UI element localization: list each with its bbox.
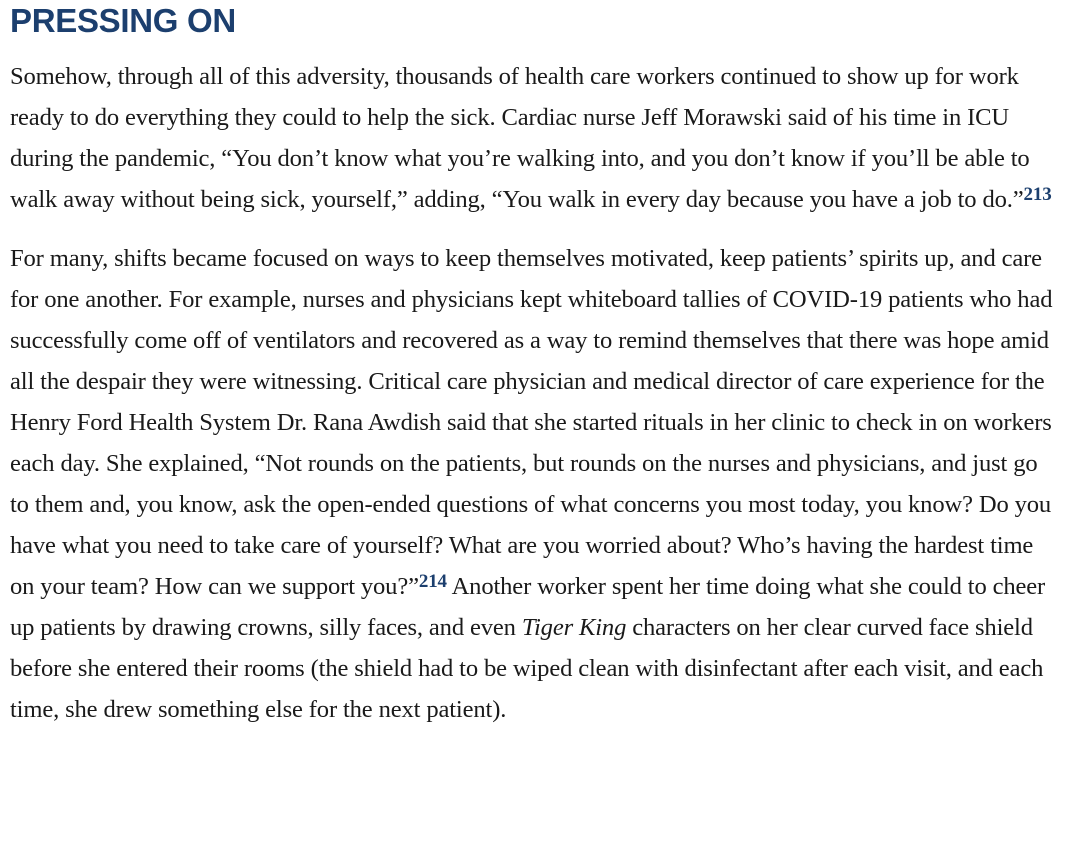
footnote-link-214[interactable]: 214 bbox=[418, 571, 447, 592]
section-heading: PRESSING ON bbox=[10, 2, 236, 39]
footnote-link-213[interactable]: 213 bbox=[1023, 184, 1052, 205]
paragraph-2-text-part3: characters on her clear curved face shield before she entered their rooms (the shield had to be wiped clean with disinfectant after each visit, and each time, she drew something else for the next patient). bbox=[10, 614, 1044, 723]
paragraph-1 bbox=[10, 56, 1061, 220]
paragraph-2 bbox=[10, 238, 1061, 730]
paragraph-2-text-part1: For many, shifts became focused on ways to keep themselves motivated, keep patients’ spirits up, and care for one another. For example, nurses and physicians kept whiteboard tallies of COVID-19 patients who had successfully come off of ventilators and recovered as a way to remind themselves that there was hope amid all the despair they were witnessing. Critical care physician and medical director of care experience for the Henry Ford Health System Dr. Rana Awdish said that she started rituals in her clinic to check in on workers each day. She explained, “Not rounds on the patients, but rounds on the nurses and physicians, and just go to them and, you know, ask the open-ended questions of what concerns you most today, you know? Do you have what you need to take care of yourself? What are you worried about? Who’s having the hardest time on your team? How can we support you?” bbox=[10, 245, 1053, 600]
italic-title: Tiger King bbox=[521, 614, 627, 641]
paragraph-2-text-part2: Another worker spent her time doing what she could to cheer up patients by drawing crowns, silly faces, and even bbox=[10, 573, 1046, 641]
paragraph-1-text: Somehow, through all of this adversity, thousands of health care workers continued to show up for work ready to do everything they could to help the sick. Cardiac nurse Jeff Morawski said of his time in ICU during the pandemic, “You don’t know what you’re walking into, and you don’t know if you’ll be able to walk away without being sick, yourself,” adding, “You walk in every day because you have a job to do.” bbox=[10, 63, 1030, 213]
